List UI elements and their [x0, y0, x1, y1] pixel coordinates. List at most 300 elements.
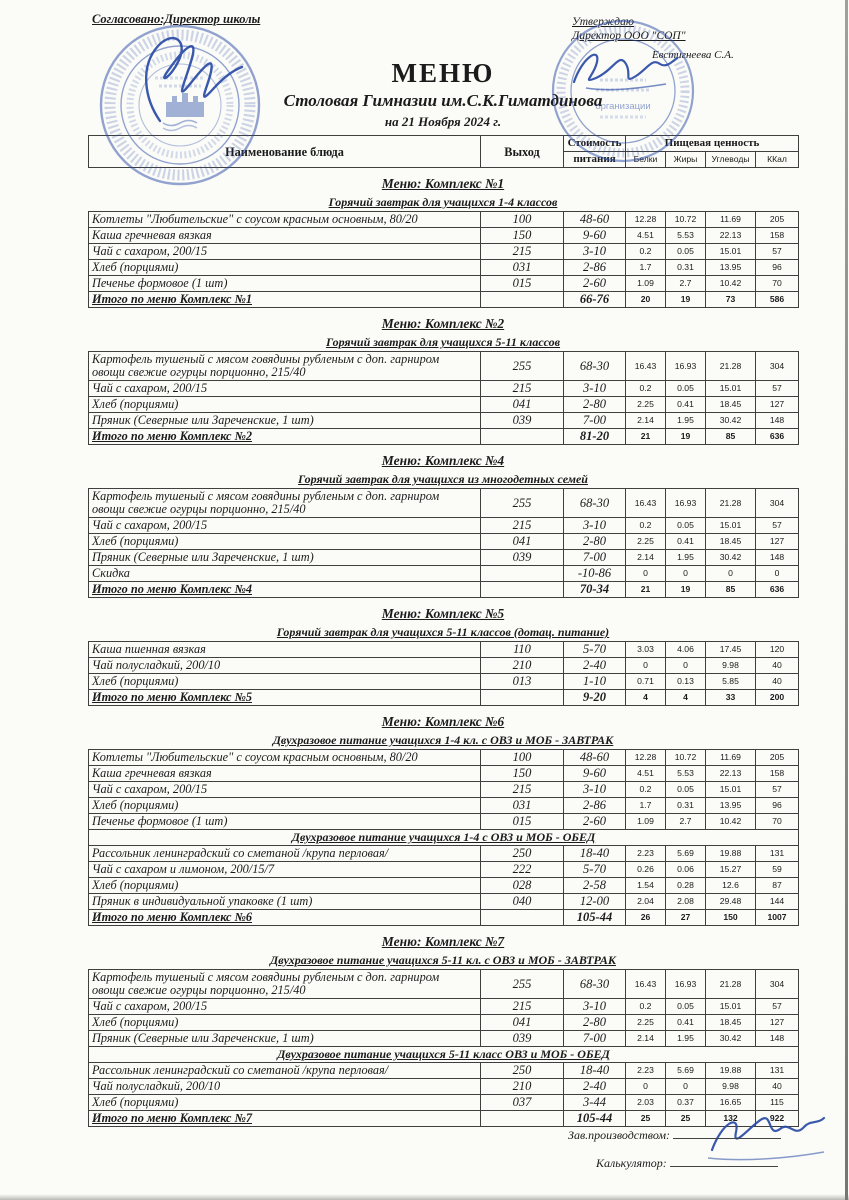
protein-cell: 1.54: [626, 878, 666, 894]
fat-cell: 2.08: [666, 894, 706, 910]
out-cell: 250: [481, 1063, 564, 1079]
carbs-cell: 15.01: [706, 518, 756, 534]
table-row: [89, 999, 799, 1015]
menu-table: [88, 641, 799, 706]
protein-cell: 12.28: [626, 750, 666, 766]
protein-cell: 0.2: [626, 999, 666, 1015]
carbs-cell: 9.98: [706, 1079, 756, 1095]
cost-cell: 3-10: [564, 381, 626, 397]
kcal-cell: 636: [756, 582, 799, 598]
subtitle-row: [89, 830, 799, 846]
kcal-cell: 131: [756, 846, 799, 862]
kcal-cell: 70: [756, 276, 799, 292]
dish-cell: Рассольник ленинградский со сметаной /крупа перловая/: [89, 846, 481, 862]
dish-line-2: овощи свежие огурцы порционно, 215/40: [92, 983, 306, 997]
approve-line2: Директор ООО "СОП": [572, 30, 686, 42]
kcal-cell: 40: [756, 674, 799, 690]
protein-cell: 16.43: [626, 489, 666, 518]
table-row: [89, 212, 799, 228]
table-row: [89, 862, 799, 878]
protein-cell: 16.43: [626, 970, 666, 999]
kcal-cell: 40: [756, 658, 799, 674]
cost-cell: 3-10: [564, 244, 626, 260]
carbs-cell: 17.45: [706, 642, 756, 658]
table-row: [89, 566, 799, 582]
carbs-cell: 12.6: [706, 878, 756, 894]
carbs-cell: 150: [706, 910, 756, 926]
out-cell: 041: [481, 397, 564, 413]
fat-cell: 1.95: [666, 413, 706, 429]
dish-cell: Хлеб (порциями): [89, 397, 481, 413]
cost-cell: 2-40: [564, 658, 626, 674]
section-subtitle: Двухразовое питание учащихся 1-4 кл. с ОВЗ и МОБ - ЗАВТРАК: [272, 733, 614, 747]
fat-cell: 0.05: [666, 999, 706, 1015]
table-row: [89, 750, 799, 766]
section-subtitle: Горячий завтрак для учащихся 5-11 классов: [325, 335, 561, 349]
table-body: [89, 352, 799, 445]
kcal-cell: 127: [756, 1015, 799, 1031]
scan-edge-right: [845, 0, 848, 1200]
dish-line-2: овощи свежие огурцы порционно, 215/40: [92, 502, 306, 516]
out-cell: 031: [481, 798, 564, 814]
fat-cell: 0.13: [666, 674, 706, 690]
section-title: Меню: Комплекс №2: [381, 316, 505, 331]
fat-cell: 0.06: [666, 862, 706, 878]
out-cell: 215: [481, 782, 564, 798]
footer-row-calculator: [596, 1156, 828, 1171]
col-carbs-header: Углеводы: [706, 152, 756, 168]
cost-cell: 48-60: [564, 212, 626, 228]
menu-table: [88, 749, 799, 926]
cost-cell: 3-10: [564, 999, 626, 1015]
protein-cell: 2.23: [626, 1063, 666, 1079]
kcal-cell: 127: [756, 534, 799, 550]
protein-cell: 0: [626, 1079, 666, 1095]
col-fat-header: Жиры: [666, 152, 706, 168]
kcal-cell: 96: [756, 260, 799, 276]
out-cell: [481, 910, 564, 926]
out-cell: 150: [481, 228, 564, 244]
cost-cell: 105-44: [564, 910, 626, 926]
cost-cell: 18-40: [564, 846, 626, 862]
kcal-cell: 96: [756, 798, 799, 814]
cost-cell: 3-10: [564, 518, 626, 534]
fat-cell: 10.72: [666, 750, 706, 766]
protein-cell: 25: [626, 1111, 666, 1127]
section-title: Меню: Комплекс №5: [381, 606, 505, 621]
fat-cell: 0.41: [666, 1015, 706, 1031]
fat-cell: 19: [666, 292, 706, 308]
table-row: [89, 674, 799, 690]
out-cell: 031: [481, 260, 564, 276]
table-row: [89, 814, 799, 830]
fat-cell: 25: [666, 1111, 706, 1127]
carbs-cell: 18.45: [706, 534, 756, 550]
protein-cell: 26: [626, 910, 666, 926]
total-label-cell: Итого по меню Комплекс №1: [89, 292, 481, 308]
protein-cell: 20: [626, 292, 666, 308]
protein-cell: 1.7: [626, 798, 666, 814]
protein-cell: 0.2: [626, 518, 666, 534]
dish-cell: Пряник (Северные или Зареченские, 1 шт): [89, 550, 481, 566]
carbs-cell: 19.88: [706, 1063, 756, 1079]
cost-cell: 5-70: [564, 642, 626, 658]
fat-cell: 4.06: [666, 642, 706, 658]
out-cell: [481, 690, 564, 706]
kcal-cell: 0: [756, 566, 799, 582]
agreed-line: Согласовано:Директор школы: [92, 12, 261, 26]
protein-cell: 4.51: [626, 766, 666, 782]
total-row: [89, 429, 799, 445]
stamp-word: организации: [595, 101, 651, 112]
protein-cell: 1.7: [626, 260, 666, 276]
carbs-cell: 15.01: [706, 381, 756, 397]
carbs-cell: 73: [706, 292, 756, 308]
out-cell: 255: [481, 970, 564, 999]
cost-cell: 2-60: [564, 276, 626, 292]
table-row: [89, 766, 799, 782]
cost-cell: 1-10: [564, 674, 626, 690]
dish-cell: Чай с сахаром и лимоном, 200/15/7: [89, 862, 481, 878]
out-cell: [481, 582, 564, 598]
out-cell: 028: [481, 878, 564, 894]
cost-cell: 2-86: [564, 798, 626, 814]
fat-cell: 0.41: [666, 534, 706, 550]
out-cell: [481, 566, 564, 582]
kcal-cell: 57: [756, 999, 799, 1015]
kcal-cell: 120: [756, 642, 799, 658]
cost-cell: 9-60: [564, 766, 626, 782]
table-row: [89, 228, 799, 244]
cost-cell: 2-40: [564, 1079, 626, 1095]
fat-cell: 1.95: [666, 550, 706, 566]
carbs-cell: 30.42: [706, 413, 756, 429]
table-row: [89, 381, 799, 397]
table-body: [89, 212, 799, 308]
table-row: [89, 658, 799, 674]
fat-cell: 0.28: [666, 878, 706, 894]
protein-cell: 0.2: [626, 381, 666, 397]
out-cell: 215: [481, 518, 564, 534]
table-row: [89, 489, 799, 518]
fat-cell: 0.41: [666, 397, 706, 413]
cost-cell: 9-20: [564, 690, 626, 706]
fat-cell: 16.93: [666, 352, 706, 381]
protein-cell: 0: [626, 658, 666, 674]
protein-cell: 16.43: [626, 352, 666, 381]
carbs-cell: 30.42: [706, 550, 756, 566]
dish-cell: Каша пшенная вязкая: [89, 642, 481, 658]
total-label-cell: Итого по меню Комплекс №7: [89, 1111, 481, 1127]
protein-cell: 4.51: [626, 228, 666, 244]
table-row: [89, 276, 799, 292]
kcal-cell: 586: [756, 292, 799, 308]
table-row: [89, 642, 799, 658]
section-title: Меню: Комплекс №4: [381, 453, 505, 468]
cost-cell: 81-20: [564, 429, 626, 445]
table-body: [89, 750, 799, 926]
protein-cell: 3.03: [626, 642, 666, 658]
col-dish-header: Наименование блюда: [89, 136, 481, 168]
cost-cell: 2-80: [564, 397, 626, 413]
fat-cell: 0: [666, 1079, 706, 1095]
protein-cell: 0.26: [626, 862, 666, 878]
protein-cell: 21: [626, 429, 666, 445]
cost-cell: -10-86: [564, 566, 626, 582]
kcal-cell: 87: [756, 878, 799, 894]
cost-cell: 7-00: [564, 550, 626, 566]
cost-cell: 5-70: [564, 862, 626, 878]
carbs-cell: 18.45: [706, 1015, 756, 1031]
fat-cell: 4: [666, 690, 706, 706]
out-cell: 039: [481, 550, 564, 566]
cost-cell: 2-58: [564, 878, 626, 894]
dish-cell: Хлеб (порциями): [89, 674, 481, 690]
total-label-cell: Итого по меню Комплекс №5: [89, 690, 481, 706]
out-cell: 039: [481, 413, 564, 429]
cost-cell: 2-80: [564, 1015, 626, 1031]
table-row: [89, 1063, 799, 1079]
fat-cell: 0.05: [666, 782, 706, 798]
footer-signatures: [568, 1128, 828, 1171]
table-row: [89, 518, 799, 534]
table-row: [89, 413, 799, 429]
dish-cell: Каша гречневая вязкая: [89, 228, 481, 244]
carbs-cell: 11.69: [706, 750, 756, 766]
carbs-cell: 29.48: [706, 894, 756, 910]
out-cell: 250: [481, 846, 564, 862]
protein-cell: 1.09: [626, 276, 666, 292]
cost-cell: 70-34: [564, 582, 626, 598]
kcal-cell: 205: [756, 750, 799, 766]
table-row: [89, 244, 799, 260]
subtitle-row: [89, 1047, 799, 1063]
cost-cell: 68-30: [564, 970, 626, 999]
total-label-cell: Итого по меню Комплекс №2: [89, 429, 481, 445]
dish-cell: Каша гречневая вязкая: [89, 766, 481, 782]
out-cell: 015: [481, 814, 564, 830]
section-title: Меню: Комплекс №1: [381, 176, 505, 191]
carbs-cell: 13.95: [706, 798, 756, 814]
fat-cell: 5.53: [666, 766, 706, 782]
protein-cell: 1.09: [626, 814, 666, 830]
dish-cell: Хлеб (порциями): [89, 260, 481, 276]
dish-cell: Хлеб (порциями): [89, 878, 481, 894]
kcal-cell: 57: [756, 244, 799, 260]
menu-table: [88, 488, 799, 598]
section-subtitle: Двухразовое питание учащихся 5-11 кл. с ОВЗ и МОБ - ЗАВТРАК: [270, 953, 616, 967]
dish-cell: Хлеб (порциями): [89, 1015, 481, 1031]
dish-line-2: овощи свежие огурцы порционно, 215/40: [92, 365, 306, 379]
dish-cell: Скидка: [89, 566, 481, 582]
out-cell: 041: [481, 1015, 564, 1031]
carbs-cell: 132: [706, 1111, 756, 1127]
col-nutrition-header: Пищевая ценность: [626, 136, 799, 152]
document-title: МЕНЮ: [391, 58, 495, 88]
table-row: [89, 550, 799, 566]
protein-cell: 2.25: [626, 534, 666, 550]
dish-cell: Хлеб (порциями): [89, 1095, 481, 1111]
inner-block-subtitle: Двухразовое питание учащихся 5-11 класс ОВЗ и МОБ - ОБЕД: [89, 1047, 799, 1063]
kcal-cell: 636: [756, 429, 799, 445]
out-cell: 210: [481, 1079, 564, 1095]
out-cell: 255: [481, 489, 564, 518]
kcal-cell: 158: [756, 766, 799, 782]
out-cell: 215: [481, 381, 564, 397]
fat-cell: 5.69: [666, 1063, 706, 1079]
fat-cell: 0.31: [666, 260, 706, 276]
fat-cell: 2.7: [666, 276, 706, 292]
kcal-cell: 304: [756, 489, 799, 518]
out-cell: 013: [481, 674, 564, 690]
kcal-cell: 127: [756, 397, 799, 413]
protein-cell: 21: [626, 582, 666, 598]
fat-cell: 1.95: [666, 1031, 706, 1047]
footer-row-production: [568, 1128, 828, 1143]
fat-cell: 0.05: [666, 244, 706, 260]
protein-cell: 0.71: [626, 674, 666, 690]
cost-cell: 2-60: [564, 814, 626, 830]
dish-cell: [89, 970, 481, 999]
dish-cell: Чай полусладкий, 200/10: [89, 658, 481, 674]
menu-sections: [88, 176, 798, 1127]
protein-cell: 0: [626, 566, 666, 582]
fat-cell: 0.31: [666, 798, 706, 814]
carbs-cell: 33: [706, 690, 756, 706]
col-cost-header-line2: питания: [564, 152, 626, 168]
calculator-signature-line: [670, 1157, 778, 1167]
dish-cell: Котлеты "Любительские" с соусом красным основным, 80/20: [89, 212, 481, 228]
out-cell: 100: [481, 212, 564, 228]
section-title: Меню: Комплекс №7: [381, 934, 505, 949]
dish-cell: Пряник в индивидуальной упаковке (1 шт): [89, 894, 481, 910]
carbs-cell: 15.01: [706, 999, 756, 1015]
dish-line-1: Картофель тушеный с мясом говядины рубленым с доп. гарниром: [92, 352, 440, 366]
carbs-cell: 15.01: [706, 782, 756, 798]
carbs-cell: 15.27: [706, 862, 756, 878]
cost-cell: 68-30: [564, 352, 626, 381]
cost-cell: 18-40: [564, 1063, 626, 1079]
calculator-label: Калькулятор:: [596, 1156, 667, 1170]
total-row: [89, 690, 799, 706]
table-row: [89, 798, 799, 814]
total-row: [89, 292, 799, 308]
cost-cell: 68-30: [564, 489, 626, 518]
kcal-cell: 922: [756, 1111, 799, 1127]
carbs-cell: 21.28: [706, 970, 756, 999]
carbs-cell: 5.85: [706, 674, 756, 690]
cost-cell: 2-80: [564, 534, 626, 550]
carbs-cell: 10.42: [706, 276, 756, 292]
total-label-cell: Итого по меню Комплекс №4: [89, 582, 481, 598]
dish-cell: Чай с сахаром, 200/15: [89, 782, 481, 798]
dish-cell: [89, 352, 481, 381]
cost-cell: 48-60: [564, 750, 626, 766]
section-subtitle: Горячий завтрак для учащихся 1-4 классов: [328, 195, 558, 209]
kcal-cell: 57: [756, 782, 799, 798]
out-cell: [481, 429, 564, 445]
fat-cell: 5.53: [666, 228, 706, 244]
fat-cell: 2.7: [666, 814, 706, 830]
document-subtitle: Столовая Гимназии им.С.К.Гиматдинова: [283, 91, 603, 110]
protein-cell: 2.03: [626, 1095, 666, 1111]
dish-cell: Чай полусладкий, 200/10: [89, 1079, 481, 1095]
out-cell: 100: [481, 750, 564, 766]
dish-cell: Хлеб (порциями): [89, 534, 481, 550]
out-cell: 150: [481, 766, 564, 782]
cost-cell: 7-00: [564, 1031, 626, 1047]
kcal-cell: 59: [756, 862, 799, 878]
menu-table: [88, 351, 799, 445]
fat-cell: 10.72: [666, 212, 706, 228]
kcal-cell: 205: [756, 212, 799, 228]
out-cell: [481, 1111, 564, 1127]
protein-cell: 2.25: [626, 1015, 666, 1031]
cost-cell: 7-00: [564, 413, 626, 429]
table-body: [89, 970, 799, 1127]
fat-cell: 0.37: [666, 1095, 706, 1111]
kcal-cell: 304: [756, 970, 799, 999]
out-cell: 210: [481, 658, 564, 674]
cost-cell: 3-44: [564, 1095, 626, 1111]
kcal-cell: 1007: [756, 910, 799, 926]
kcal-cell: 148: [756, 550, 799, 566]
out-cell: 222: [481, 862, 564, 878]
kcal-cell: 200: [756, 690, 799, 706]
kcal-cell: 158: [756, 228, 799, 244]
cost-cell: 12-00: [564, 894, 626, 910]
carbs-cell: 21.28: [706, 489, 756, 518]
carbs-cell: 21.28: [706, 352, 756, 381]
col-out-header: Выход: [481, 136, 564, 168]
table-row: [89, 1015, 799, 1031]
dish-cell: Пряник (Северные или Зареченские, 1 шт): [89, 1031, 481, 1047]
fat-cell: 0: [666, 566, 706, 582]
kcal-cell: 115: [756, 1095, 799, 1111]
table-row: [89, 397, 799, 413]
dish-cell: Хлеб (порциями): [89, 798, 481, 814]
fat-cell: 0.05: [666, 381, 706, 397]
out-cell: 015: [481, 276, 564, 292]
table-row: [89, 352, 799, 381]
section-subtitle: Горячий завтрак для учащихся из многодетных семей: [298, 472, 588, 486]
protein-cell: 2.25: [626, 397, 666, 413]
carbs-cell: 15.01: [706, 244, 756, 260]
table-row: [89, 970, 799, 999]
table-row: [89, 1031, 799, 1047]
carbs-cell: 19.88: [706, 846, 756, 862]
dish-cell: Котлеты "Любительские" с соусом красным основным, 80/20: [89, 750, 481, 766]
fat-cell: 0: [666, 658, 706, 674]
dish-cell: Рассольник ленинградский со сметаной /крупа перловая/: [89, 1063, 481, 1079]
table-row: [89, 782, 799, 798]
protein-cell: 0.2: [626, 244, 666, 260]
dish-cell: Печенье формовое (1 шт): [89, 814, 481, 830]
table-row: [89, 534, 799, 550]
cost-cell: 3-10: [564, 782, 626, 798]
kcal-cell: 148: [756, 413, 799, 429]
kcal-cell: 70: [756, 814, 799, 830]
carbs-cell: 16.65: [706, 1095, 756, 1111]
production-signature-line: [673, 1129, 781, 1139]
section-title: Меню: Комплекс №6: [381, 714, 505, 729]
table-body: [89, 642, 799, 706]
carbs-cell: 30.42: [706, 1031, 756, 1047]
protein-cell: 2.23: [626, 846, 666, 862]
director-signature: [128, 26, 253, 131]
approve-line1: Утверждаю: [572, 16, 634, 28]
dish-cell: Печенье формовое (1 шт): [89, 276, 481, 292]
